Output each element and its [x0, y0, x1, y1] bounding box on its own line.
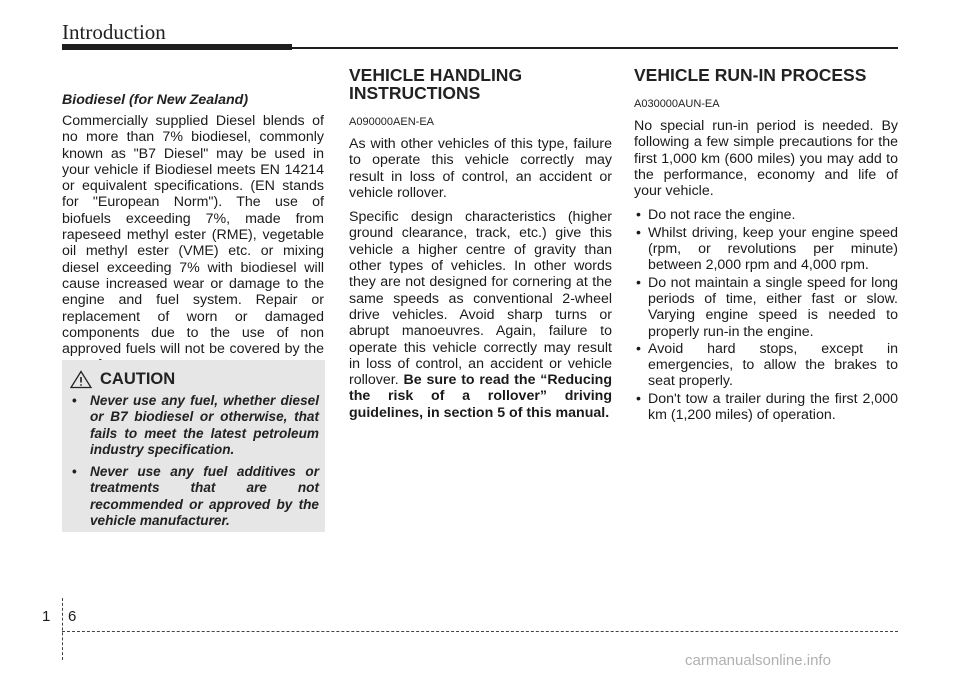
run-in-paragraph: No special run-in period is needed. By following a few simple precautions for the first 1,000 km (600 miles) you may add to the performance, economy and life of your vehicle.	[634, 118, 898, 200]
caution-header	[70, 370, 319, 389]
run-in-bullet-list	[634, 207, 898, 423]
left-column	[62, 92, 324, 382]
caution-box	[62, 360, 325, 532]
chapter-number: 1	[42, 608, 51, 625]
handling-section-title: VEHICLE HANDLING INSTRUCTIONS	[349, 65, 523, 103]
list-item: • Don't tow a trailer during the first 2,000 km (1,200 miles) of operation.	[636, 390, 898, 424]
header-rule-thick	[62, 44, 292, 50]
biodiesel-paragraph: Commercially supplied Diesel blends of no more than 7% biodiesel, commonly known as "B7 Diesel" may be used in your vehicle if Biodiesel meets EN 14214 or equivalent specifications. (EN stands for "European Norm"). The use of biofuels exceeding 7%, made from rapeseed methyl ester (RME), vegetable oil methyl ester (VME) etc. or mixing diesel exceeding 7% with biodiesel will cause increased wear or damage to the engine and fuel system. Repair or replacement of worn or damaged components due to the use of non approved fuels will not be covered by the	[62, 113, 324, 358]
middle-column	[349, 66, 612, 429]
page-number: 6	[68, 608, 77, 625]
warning-triangle-icon	[70, 370, 92, 389]
list-item: • Whilst driving, keep your engine speed (rpm, or revolutions per minute) between 2,000 rpm and 4,000 rpm.	[636, 224, 898, 274]
footer-horizontal-divider	[62, 631, 898, 632]
caution-title: CAUTION	[100, 370, 176, 388]
page-header-title: Introduction	[62, 20, 166, 44]
footer-vertical-divider	[62, 598, 63, 660]
header-rule-thin	[292, 47, 898, 49]
run-in-section-code: A030000AUN-EA	[634, 98, 720, 110]
rollover-guidelines-reference: Be sure to read the “Reducing the risk of a rollover” driving guidelines, in section 5 of this manual.	[349, 372, 612, 421]
handling-paragraph-2: Specific design characteristics (higher ground clearance, track, etc.) give this vehicle a higher centre of gravity than other types of vehicles. In other words they are not designed for cornering at the same speeds as conventional 2-wheel drive vehicles. Avoid sharp turns or abrupt manoeuvres. Again, failure to operate this vehicle correctly may result in loss of control, an accident or vehicle rollover. Be sure to read the “Reducing the risk of a rollover” driving guidelines, in section 5 of this manual.	[349, 209, 612, 421]
biodiesel-subheading: Biodiesel (for New Zealand)	[62, 92, 249, 108]
watermark: carmanualsonline.info	[685, 652, 831, 669]
handling-section-code: A090000AEN-EA	[349, 116, 434, 128]
right-column	[634, 66, 898, 424]
run-in-section-title: VEHICLE RUN-IN PROCESS	[634, 65, 867, 85]
caution-item: • Never use any fuel, whether diesel or B7 biodiesel or otherwise, that fails to meet the latest petroleum industry specification.	[72, 393, 319, 457]
list-item: • Do not race the engine.	[636, 207, 796, 224]
caution-item: • Never use any fuel additives or treatments that are not recommended or approved by the vehicle manufacturer.	[72, 464, 319, 529]
list-item: • Do not maintain a single speed for long periods of time, either fast or slow. Varying engine speed is needed to properly run-in the engine.	[636, 274, 898, 340]
caution-list	[70, 393, 319, 529]
list-item: • Avoid hard stops, except in emergencies, to allow the brakes to seat properly.	[636, 340, 898, 390]
handling-paragraph-1: As with other vehicles of this type, failure to operate this vehicle correctly may result in loss of control, an accident or vehicle rollover.	[349, 136, 612, 201]
